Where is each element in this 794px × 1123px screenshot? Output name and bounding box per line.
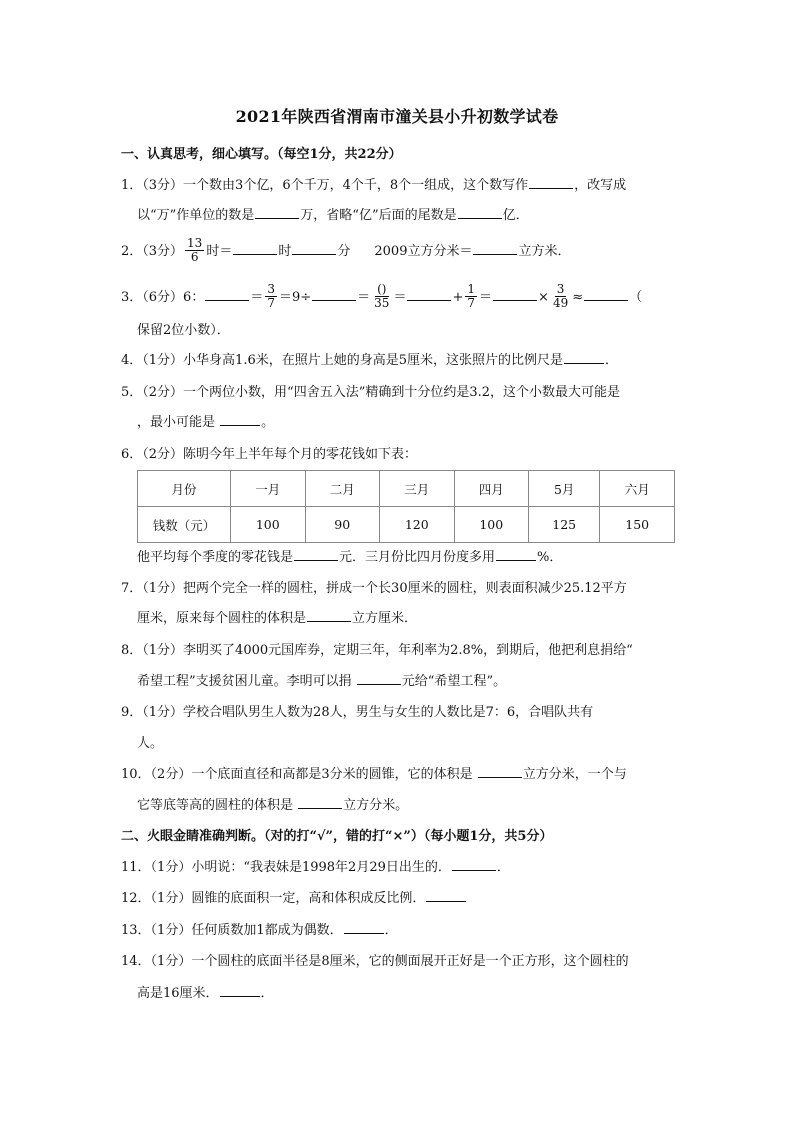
answer-blank[interactable] [205,299,249,301]
answer-blank[interactable] [584,299,628,301]
answer-blank[interactable] [357,683,401,685]
table-row [138,507,675,543]
answer-blank[interactable] [233,253,277,255]
table-cell: 一月 [231,471,306,507]
question-7-cont: 厘米，原来每个圆柱的体积是 立方厘米． [137,611,418,626]
question-6: 6．（2分）陈明今年上半年每个月的零花钱如下表： [121,447,418,462]
table-cell: 三月 [380,471,455,507]
answer-blank[interactable] [496,559,536,561]
answer-blank[interactable] [426,900,466,902]
section-1-heading: 一、认真思考，细心填写。（每空1分，共22分） [121,147,402,162]
question-4: 4．（1分）小华身高1.6米，在照片上她的身高是5厘米，这张照片的比例尺是 ． [121,353,619,368]
question-3-cont: 保留2位小数）． [137,323,230,338]
answer-blank[interactable] [493,299,537,301]
question-11: 11．（1分）小明说：“我表妹是1998年2月29日出生的． ． [121,860,510,875]
answer-blank[interactable] [312,299,356,301]
answer-blank[interactable] [294,559,338,561]
fraction: $\frac{()}{35}$ [374,282,390,310]
table-cell: 钱数（元） [138,507,231,543]
answer-blank[interactable] [298,807,342,809]
fraction: $\frac{3}{49}$ [552,282,569,310]
question-14: 14．（1分）一个圆柱的底面半径是8厘米，它的侧面展开正好是一个正方形，这个圆柱的 [121,954,629,969]
question-2: 2．（3分） $\frac{13}{6}$ 时＝ 时 分 2009立方分米＝ 立方米． [121,236,571,264]
table-cell: 100 [454,507,529,543]
table-cell: 四月 [454,471,529,507]
answer-blank[interactable] [307,620,351,622]
question-9: 9．（1分）学校合唱队男生人数为28人，男生与女生的人数比是7：6，合唱队共有 [121,705,594,720]
table-header-row [138,471,675,507]
question-13: 13．（1分）任何质数加1都成为偶数． ． [121,923,398,938]
section-2-heading: 二、火眼金睛准确判断。（对的打“√”，错的打“×”）（每小题1分，共5分） [121,829,553,844]
pocket-money-table [137,470,675,543]
answer-blank[interactable] [292,253,336,255]
answer-blank[interactable] [529,187,573,189]
table-cell: 150 [600,507,675,543]
question-1-cont: 以“万”作单位的数是 万，省略“亿”后面的尾数是 亿． [137,208,529,223]
question-10-cont: 它等底等高的圆柱的体积是 立方分米。 [137,798,409,813]
question-7: 7．（1分）把两个完全一样的圆柱，拼成一个长30厘米的圆柱，则表面积减少25.12平方 [121,581,627,596]
answer-blank[interactable] [220,995,260,997]
fraction: $\frac{3}{7}$ [267,282,275,310]
question-12: 12．（1分）圆锥的底面积一定，高和体积成反比例． [121,890,467,908]
answer-blank[interactable] [478,776,522,778]
table-cell: 90 [305,507,380,543]
table-cell: 六月 [600,471,675,507]
table-cell: 二月 [305,471,380,507]
answer-blank[interactable] [220,424,260,426]
question-1: 1．（3分）一个数由3个亿，6个千万，4个千，8个一组成，这个数写作 ，改写成 [121,178,627,193]
answer-blank[interactable] [344,932,384,934]
table-cell: 5月 [529,471,600,507]
question-3: 3．（6分）6： ＝ $\frac{3}{7}$ ＝9÷ ＝ $\frac{()}{35}$ ＝ + $\frac{1}{7}$ ＝ × $\frac{3}{49}$ ≈ （ [121,282,643,310]
table-cell: 125 [529,507,600,543]
table-cell: 120 [380,507,455,543]
table-cell: 100 [231,507,306,543]
answer-blank[interactable] [458,217,502,219]
fraction: $\frac{13}{6}$ [187,236,203,264]
answer-blank[interactable] [452,869,496,871]
table-cell: 月份 [138,471,231,507]
question-6-cont: 他平均每个季度的零花钱是 元．三月份比四月份度多用 %． [137,550,563,565]
question-5: 5．（2分）一个两位小数，用“四舍五入法”精确到十分位约是3.2，这个小数最大可能是 [121,385,621,400]
question-8-cont: 希望工程”支援贫困儿童。李明可以捐 元给“希望工程”。 [137,674,507,689]
question-10: 10．（2分）一个底面直径和高都是3分米的圆锥，它的体积是 立方分米，一个与 [121,767,627,782]
answer-blank[interactable] [407,299,451,301]
answer-blank[interactable] [255,217,299,219]
page-title: 2021年陕西省渭南市潼关县小升初数学试卷 [235,107,559,126]
answer-blank[interactable] [473,253,517,255]
fraction: $\frac{1}{7}$ [467,282,476,310]
question-14-cont: 高是16厘米． ． [137,986,274,1001]
answer-blank[interactable] [564,362,604,364]
question-5-cont: ，最小可能是 。 [137,415,275,430]
question-8: 8．（1分）李明买了4000元国库券，定期三年，年利率为2.8%，到期后，他把利息捐给“ [121,643,633,658]
question-9-cont: 人。 [137,736,164,751]
